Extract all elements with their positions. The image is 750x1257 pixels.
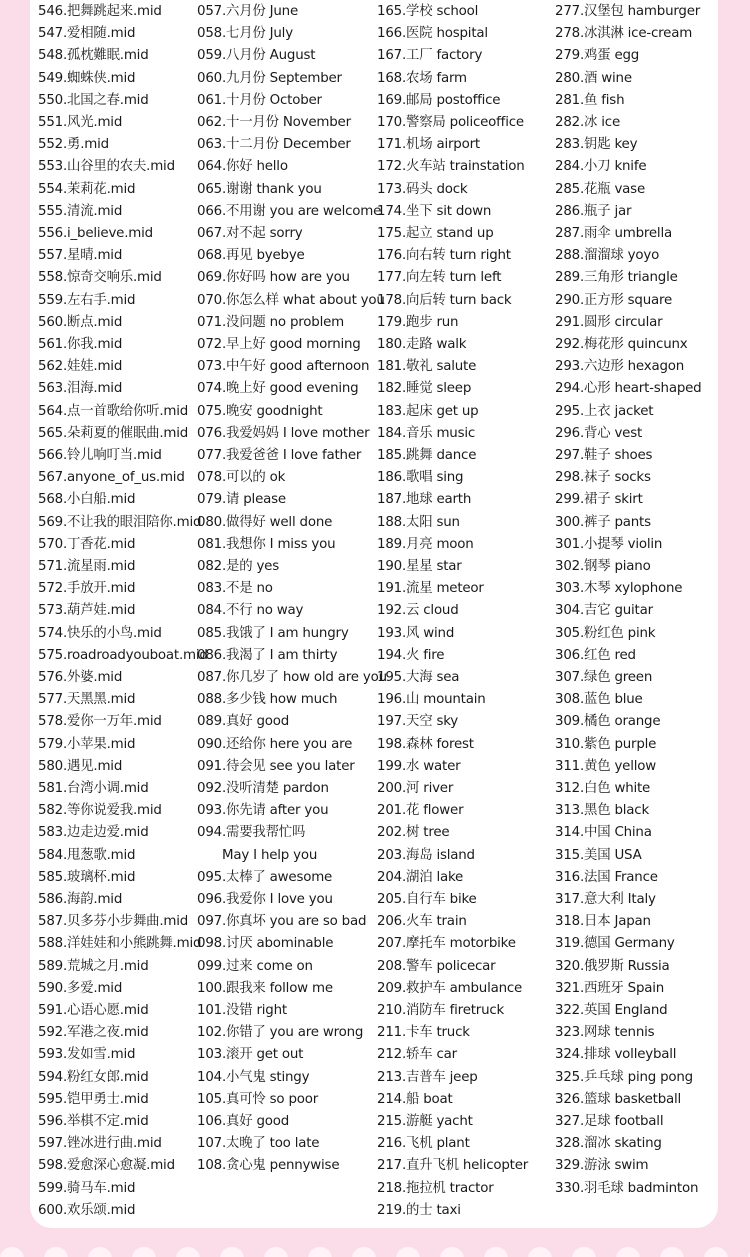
list-entry: 569.不让我的眼泪陪你.mid xyxy=(38,514,202,530)
list-entry: 589.荒城之月.mid xyxy=(38,958,149,974)
list-entry: 320.俄罗斯 Russia xyxy=(555,958,670,974)
list-entry: 104.小气鬼 stingy xyxy=(197,1069,310,1085)
list-entry: 178.向后转 turn back xyxy=(377,292,512,308)
list-entry: 288.溜溜球 yoyo xyxy=(555,248,660,264)
scallop-bump xyxy=(0,1247,24,1257)
list-entry: 556.i_believe.mid xyxy=(38,226,153,241)
list-entry: 194.火 fire xyxy=(377,647,445,663)
list-entry: 278.冰淇淋 ice-cream xyxy=(555,26,693,42)
list-entry: 182.睡觉 sleep xyxy=(377,381,472,397)
list-entry: 587.贝多芬小步舞曲.mid xyxy=(38,914,189,930)
list-entry: 177.向左转 turn left xyxy=(377,270,502,286)
list-entry: 576.外婆.mid xyxy=(38,670,123,685)
list-entry: 095.太棒了 awesome xyxy=(197,869,333,885)
list-entry: 098.讨厌 abominable xyxy=(197,936,334,952)
list-entry: 295.上衣 jacket xyxy=(555,403,654,419)
list-entry: 101.没错 right xyxy=(197,1003,287,1018)
list-entry: 312.白色 white xyxy=(555,781,651,796)
list-entry: 106.真好 good xyxy=(197,1114,290,1129)
list-entry: 216.飞机 plant xyxy=(377,1136,470,1152)
list-entry: 204.湖泊 lake xyxy=(377,869,464,885)
list-entry: 570.丁香花.mid xyxy=(38,536,136,552)
list-entry: 564.点一首歌给你听.mid xyxy=(38,403,189,419)
list-entry: 082.是的 yes xyxy=(197,559,279,574)
list-entry: 324.排球 volleyball xyxy=(555,1047,677,1063)
list-entry: 069.你好吗 how are you xyxy=(197,270,350,286)
list-entry: 079.请 please xyxy=(197,492,286,508)
list-entry: 292.梅花形 quincunx xyxy=(555,337,688,352)
scallop-bump xyxy=(264,1247,288,1257)
list-entry: 085.我饿了 I am hungry xyxy=(197,625,349,641)
scalloped-border xyxy=(0,1229,750,1257)
list-entry: 560.断点.mid xyxy=(38,314,123,330)
list-entry: 578.爱你一万年.mid xyxy=(38,714,162,730)
list-entry: 180.走路 walk xyxy=(377,337,467,352)
list-entry: 090.还给你 here you are xyxy=(197,736,353,752)
list-entry: 579.小苹果.mid xyxy=(38,736,136,752)
list-entry: 558.惊奇交响乐.mid xyxy=(38,270,162,286)
list-entry: 590.多爱.mid xyxy=(38,980,123,996)
list-entry: 582.等你说爱我.mid xyxy=(38,803,162,819)
scallop-bump xyxy=(396,1247,420,1257)
list-entry: 326.篮球 basketball xyxy=(555,1091,682,1107)
list-entry: 287.雨伞 umbrella xyxy=(555,226,672,241)
list-entry: 329.游泳 swim xyxy=(555,1158,649,1174)
list-entry: 584.甩葱歌.mid xyxy=(38,847,136,863)
list-entry: 080.做得好 well done xyxy=(197,514,333,530)
list-entry: 549.蜘蛛侠.mid xyxy=(38,70,136,86)
list-entry: 286.瓶子 jar xyxy=(555,203,632,219)
list-entry: 181.敬礼 salute xyxy=(377,359,477,375)
list-entry: 207.摩托车 motorbike xyxy=(377,936,516,952)
list-entry: 299.裙子 skirt xyxy=(555,492,643,508)
list-entry: 199.水 water xyxy=(377,758,461,774)
list-entry: 186.歌唱 sing xyxy=(377,470,464,486)
list-entry: 063.十二月份 December xyxy=(197,137,351,153)
list-entry: 598.爱愈深心愈凝.mid xyxy=(38,1158,175,1174)
list-entry: 092.没听清楚 pardon xyxy=(197,781,329,796)
list-entry: 310.紫色 purple xyxy=(555,736,657,752)
list-entry: 597.锉冰进行曲.mid xyxy=(38,1136,162,1152)
list-entry: 575.roadroadyouboat.mid xyxy=(38,647,208,663)
list-entry: 100.跟我来 follow me xyxy=(197,980,333,996)
list-entry: 296.背心 vest xyxy=(555,425,643,441)
list-entry: 179.跑步 run xyxy=(377,314,459,330)
list-entry: 058.七月份 July xyxy=(197,26,293,42)
list-entry: 559.左右手.mid xyxy=(38,292,136,308)
list-entry: 317.意大利 Italy xyxy=(555,892,656,907)
list-entry: 306.红色 red xyxy=(555,647,636,663)
scallop-bump xyxy=(176,1247,200,1257)
list-entry: 091.待会见 see you later xyxy=(197,758,355,774)
list-entry: 581.台湾小调.mid xyxy=(38,781,149,796)
list-entry: 547.爱相随.mid xyxy=(38,26,136,42)
list-entry: 586.海韵.mid xyxy=(38,892,123,907)
list-entry: 171.机场 airport xyxy=(377,137,480,153)
list-entry: 555.清流.mid xyxy=(38,203,123,219)
list-entry: 067.对不起 sorry xyxy=(197,226,303,241)
list-entry: 096.我爱你 I love you xyxy=(197,892,333,907)
list-entry: 585.玻璃杯.mid xyxy=(38,869,136,885)
scallop-bump xyxy=(88,1247,112,1257)
list-entry: 196.山 mountain xyxy=(377,692,486,708)
list-entry: 557.星晴.mid xyxy=(38,248,123,264)
list-entry: 103.滚开 get out xyxy=(197,1047,304,1063)
list-entry: 212.轿车 car xyxy=(377,1047,457,1063)
list-entry: 206.火车 train xyxy=(377,914,467,930)
list-entry: 307.绿色 green xyxy=(555,670,653,685)
list-entry: 316.法国 France xyxy=(555,869,658,885)
scallop-bump xyxy=(44,1247,68,1257)
list-entry: 175.起立 stand up xyxy=(377,226,494,241)
list-entry: 070.你怎么样 what about you xyxy=(197,292,385,308)
list-entry: 322.英国 England xyxy=(555,1003,668,1018)
list-entry: 594.粉红女郎.mid xyxy=(38,1069,149,1085)
list-entry: 563.泪海.mid xyxy=(38,381,123,397)
list-entry: 074.晚上好 good evening xyxy=(197,381,359,397)
scallop-bump xyxy=(308,1247,332,1257)
list-entry: 298.袜子 socks xyxy=(555,470,651,486)
list-entry: 311.黄色 yellow xyxy=(555,758,657,774)
list-entry: 061.十月份 October xyxy=(197,92,322,108)
list-entry: 205.自行车 bike xyxy=(377,892,477,907)
list-entry: 217.直升飞机 helicopter xyxy=(377,1158,529,1174)
list-entry: 290.正方形 square xyxy=(555,292,673,308)
list-entry: 064.你好 hello xyxy=(197,159,288,175)
list-entry: 573.葫芦娃.mid xyxy=(38,603,136,619)
list-entry: 173.码头 dock xyxy=(377,181,468,197)
list-entry: May I help you xyxy=(222,847,318,863)
list-entry: 188.太阳 sun xyxy=(377,514,460,530)
list-entry: 289.三角形 triangle xyxy=(555,270,678,286)
list-entry: 060.九月份 September xyxy=(197,70,342,86)
list-entry: 176.向右转 turn right xyxy=(377,248,511,264)
list-entry: 303.木琴 xylophone xyxy=(555,581,683,597)
list-entry: 107.太晚了 too late xyxy=(197,1136,320,1152)
list-entry: 209.救护车 ambulance xyxy=(377,980,523,996)
list-entry: 057.六月份 June xyxy=(197,4,299,19)
list-entry: 318.日本 Japan xyxy=(555,914,651,930)
list-entry: 291.圆形 circular xyxy=(555,314,663,330)
list-entry: 190.星星 star xyxy=(377,559,462,574)
list-entry: 301.小提琴 violin xyxy=(555,536,663,552)
list-entry: 583.边走边爱.mid xyxy=(38,825,149,841)
list-entry: 183.起床 get up xyxy=(377,403,479,419)
list-entry: 319.德国 Germany xyxy=(555,936,675,952)
list-entry: 165.学校 school xyxy=(377,4,479,19)
list-entry: 551.风光.mid xyxy=(38,115,123,130)
list-entry: 201.花 flower xyxy=(377,803,464,819)
list-entry: 308.蓝色 blue xyxy=(555,692,643,708)
list-entry: 588.洋娃娃和小熊跳舞.mid xyxy=(38,936,202,952)
list-entry: 562.娃娃.mid xyxy=(38,359,123,375)
list-entry: 087.你几岁了 how old are you xyxy=(197,670,387,685)
list-entry: 066.不用谢 you are welcome xyxy=(197,203,382,219)
list-entry: 313.黑色 black xyxy=(555,803,649,819)
list-entry: 554.茉莉花.mid xyxy=(38,181,136,197)
list-entry: 193.风 wind xyxy=(377,625,455,641)
list-entry: 078.可以的 ok xyxy=(197,470,286,486)
list-entry: 565.朵莉夏的催眠曲.mid xyxy=(38,425,189,441)
list-entry: 309.橘色 orange xyxy=(555,714,661,730)
list-entry: 568.小白船.mid xyxy=(38,492,136,508)
list-entry: 108.贪心鬼 pennywise xyxy=(197,1158,340,1174)
list-entry: 172.火车站 trainstation xyxy=(377,159,525,175)
list-entry: 325.乒乓球 ping pong xyxy=(555,1069,693,1085)
list-entry: 327.足球 football xyxy=(555,1114,664,1129)
scallop-bump xyxy=(704,1247,728,1257)
list-entry: 218.拖拉机 tractor xyxy=(377,1180,494,1196)
list-entry: 302.钢琴 piano xyxy=(555,559,651,574)
list-entry: 566.铃儿响叮当.mid xyxy=(38,448,162,463)
list-entry: 577.天黑黑.mid xyxy=(38,692,136,708)
list-entry: 192.云 cloud xyxy=(377,603,459,619)
list-entry: 304.吉它 guitar xyxy=(555,603,653,619)
list-entry: 093.你先请 after you xyxy=(197,803,329,819)
list-entry: 574.快乐的小鸟.mid xyxy=(38,625,162,641)
list-entry: 580.遇见.mid xyxy=(38,758,123,774)
list-entry: 094.需要我帮忙吗 xyxy=(197,825,306,841)
list-entry: 595.铠甲勇士.mid xyxy=(38,1091,149,1107)
scallop-bump xyxy=(352,1247,376,1257)
list-entry: 189.月亮 moon xyxy=(377,536,474,552)
list-entry: 086.我渴了 I am thirty xyxy=(197,647,338,663)
list-entry: 195.大海 sea xyxy=(377,670,460,685)
scallop-bump xyxy=(484,1247,508,1257)
list-entry: 169.邮局 postoffice xyxy=(377,92,501,108)
list-entry: 077.我爱爸爸 I love father xyxy=(197,448,362,463)
list-entry: 283.钥匙 key xyxy=(555,137,638,153)
list-entry: 214.船 boat xyxy=(377,1091,453,1107)
list-entry: 314.中国 China xyxy=(555,825,652,841)
scallop-bump xyxy=(572,1247,596,1257)
list-entry: 599.骑马车.mid xyxy=(38,1180,136,1196)
list-entry: 081.我想你 I miss you xyxy=(197,536,336,552)
list-entry: 552.勇.mid xyxy=(38,137,109,153)
list-entry: 203.海岛 island xyxy=(377,847,475,863)
list-entry: 191.流星 meteor xyxy=(377,581,484,597)
list-entry: 323.网球 tennis xyxy=(555,1025,655,1041)
list-entry: 185.跳舞 dance xyxy=(377,448,477,463)
list-entry: 184.音乐 music xyxy=(377,425,476,441)
list-entry: 285.花瓶 vase xyxy=(555,181,645,197)
list-entry: 293.六边形 hexagon xyxy=(555,359,685,375)
list-entry: 572.手放开.mid xyxy=(38,581,136,597)
list-entry: 102.你错了 you are wrong xyxy=(197,1025,364,1041)
list-entry: 105.真可怜 so poor xyxy=(197,1091,319,1107)
list-entry: 282.冰 ice xyxy=(555,115,620,130)
list-entry: 280.酒 wine xyxy=(555,70,632,86)
list-entry: 088.多少钱 how much xyxy=(197,692,338,708)
list-entry: 075.晚安 goodnight xyxy=(197,403,323,419)
list-entry: 072.早上好 good morning xyxy=(197,337,361,352)
list-entry: 281.鱼 fish xyxy=(555,92,625,108)
list-entry: 076.我爱妈妈 I love mother xyxy=(197,425,370,441)
list-entry: 211.卡车 truck xyxy=(377,1025,470,1041)
list-entry: 073.中午好 good afternoon xyxy=(197,359,370,375)
list-entry: 068.再见 byebye xyxy=(197,248,305,264)
list-entry: 168.农场 farm xyxy=(377,70,467,86)
scallop-bump xyxy=(440,1247,464,1257)
list-entry: 197.天空 sky xyxy=(377,714,459,730)
list-entry: 097.你真坏 you are so bad xyxy=(197,914,367,930)
list-entry: 284.小刀 knife xyxy=(555,159,647,175)
list-entry: 166.医院 hospital xyxy=(377,26,488,42)
list-entry: 297.鞋子 shoes xyxy=(555,448,653,463)
scallop-bump xyxy=(616,1247,640,1257)
list-entry: 550.北国之春.mid xyxy=(38,92,149,108)
list-entry: 571.流星雨.mid xyxy=(38,559,136,574)
list-entry: 200.河 river xyxy=(377,781,454,796)
list-entry: 596.举棋不定.mid xyxy=(38,1114,149,1129)
list-entry: 099.过来 come on xyxy=(197,958,313,974)
list-entry: 089.真好 good xyxy=(197,714,290,730)
list-entry: 170.警察局 policeoffice xyxy=(377,115,524,130)
list-entry: 198.森林 forest xyxy=(377,736,474,752)
list-entry: 305.粉红色 pink xyxy=(555,625,656,641)
list-entry: 210.消防车 firetruck xyxy=(377,1003,505,1018)
list-entry: 567.anyone_of_us.mid xyxy=(38,470,185,486)
list-entry: 591.心语心愿.mid xyxy=(38,1003,149,1018)
list-entry: 548.孤枕難眠.mid xyxy=(38,48,149,64)
list-entry: 593.发如雪.mid xyxy=(38,1047,136,1063)
list-entry: 084.不行 no way xyxy=(197,603,304,619)
list-entry: 065.谢谢 thank you xyxy=(197,181,322,197)
list-entry: 062.十一月份 November xyxy=(197,115,351,130)
scallop-bump xyxy=(528,1247,552,1257)
list-entry: 219.的士 taxi xyxy=(377,1202,461,1218)
list-entry: 083.不是 no xyxy=(197,581,273,597)
list-entry: 167.工厂 factory xyxy=(377,48,483,64)
list-entry: 592.军港之夜.mid xyxy=(38,1025,149,1041)
list-entry: 071.没问题 no problem xyxy=(197,314,344,330)
list-entry: 321.西班牙 Spain xyxy=(555,980,665,996)
list-entry: 174.坐下 sit down xyxy=(377,203,492,219)
list-entry: 600.欢乐颂.mid xyxy=(38,1202,136,1218)
list-entry: 208.警车 policecar xyxy=(377,958,496,974)
list-entry: 294.心形 heart-shaped xyxy=(555,381,702,397)
list-entry: 561.你我.mid xyxy=(38,337,123,352)
list-entry: 215.游艇 yacht xyxy=(377,1114,473,1129)
list-entry: 279.鸡蛋 egg xyxy=(555,48,640,64)
scallop-bump xyxy=(220,1247,244,1257)
list-entry: 300.裤子 pants xyxy=(555,514,651,530)
list-entry: 315.美国 USA xyxy=(555,847,642,863)
list-entry: 330.羽毛球 badminton xyxy=(555,1180,699,1196)
list-entry: 277.汉堡包 hamburger xyxy=(555,4,701,19)
list-entry: 213.吉普车 jeep xyxy=(377,1069,478,1085)
list-entry: 187.地球 earth xyxy=(377,492,472,508)
scallop-bump xyxy=(660,1247,684,1257)
scallop-bump xyxy=(132,1247,156,1257)
list-entry: 328.溜冰 skating xyxy=(555,1136,662,1152)
list-entry: 546.把舞跳起来.mid xyxy=(38,4,162,19)
list-entry: 202.树 tree xyxy=(377,825,450,841)
list-entry: 553.山谷里的农夫.mid xyxy=(38,159,175,175)
list-entry: 059.八月份 August xyxy=(197,48,316,64)
